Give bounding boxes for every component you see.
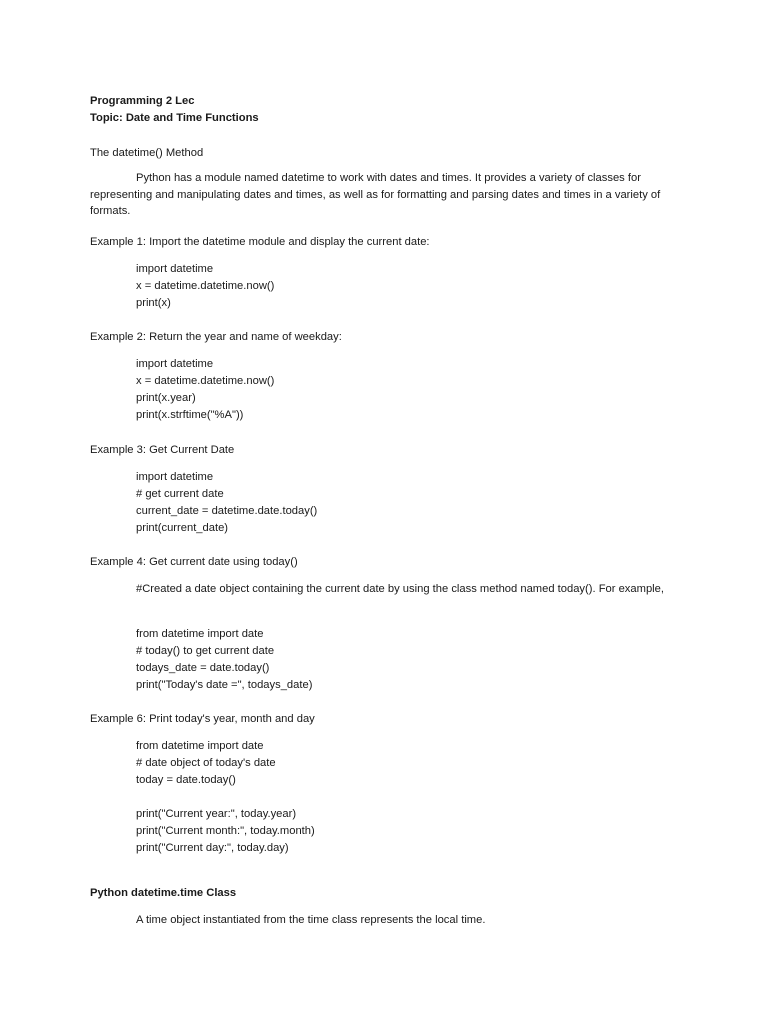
code-line: # get current date	[136, 488, 224, 500]
code-line: print(x)	[136, 297, 171, 309]
code-line: from datetime import date	[136, 628, 264, 640]
code-line: print(x.strftime("%A"))	[136, 409, 244, 421]
example-4-note: #Created a date object containing the current date by using the class method named today(). For example,	[136, 583, 664, 595]
code-line: print("Current year:", today.year)	[136, 808, 297, 820]
example-3-title: Example 3: Get Current Date	[90, 444, 235, 456]
topic-title: Topic: Date and Time Functions	[90, 112, 259, 124]
example-2-title: Example 2: Return the year and name of weekday:	[90, 331, 342, 343]
course-title: Programming 2 Lec	[90, 95, 195, 107]
code-line: import datetime	[136, 263, 214, 275]
code-line: print("Today's date =", todays_date)	[136, 679, 313, 691]
code-line: current_date = datetime.date.today()	[136, 505, 318, 517]
code-line: today = date.today()	[136, 774, 236, 786]
code-line: # today() to get current date	[136, 645, 275, 657]
intro-paragraph: Python has a module named datetime to work with dates and times. It provides a variety of classes for representing and manipulating dates and times, as well as for formatting and parsing dates and times in a variety of formats.	[90, 172, 661, 217]
code-line: print("Current day:", today.day)	[136, 842, 289, 854]
example-1-title: Example 1: Import the datetime module and display the current date:	[90, 236, 430, 248]
example-4-title: Example 4: Get current date using today()	[90, 556, 298, 568]
code-line: todays_date = date.today()	[136, 662, 270, 674]
code-line: print("Current month:", today.month)	[136, 825, 315, 837]
code-line: x = datetime.datetime.now()	[136, 280, 275, 292]
section-heading: The datetime() Method	[90, 147, 204, 159]
code-line: from datetime import date	[136, 740, 264, 752]
code-line: x = datetime.datetime.now()	[136, 375, 275, 387]
code-line: import datetime	[136, 358, 214, 370]
section-2-heading: Python datetime.time Class	[90, 887, 237, 899]
code-line: print(x.year)	[136, 392, 196, 404]
code-line: import datetime	[136, 471, 214, 483]
code-line: # date object of today's date	[136, 757, 276, 769]
example-6-title: Example 6: Print today's year, month and day	[90, 713, 315, 725]
code-line: print(current_date)	[136, 522, 229, 534]
section-2-text: A time object instantiated from the time class represents the local time.	[136, 914, 486, 926]
